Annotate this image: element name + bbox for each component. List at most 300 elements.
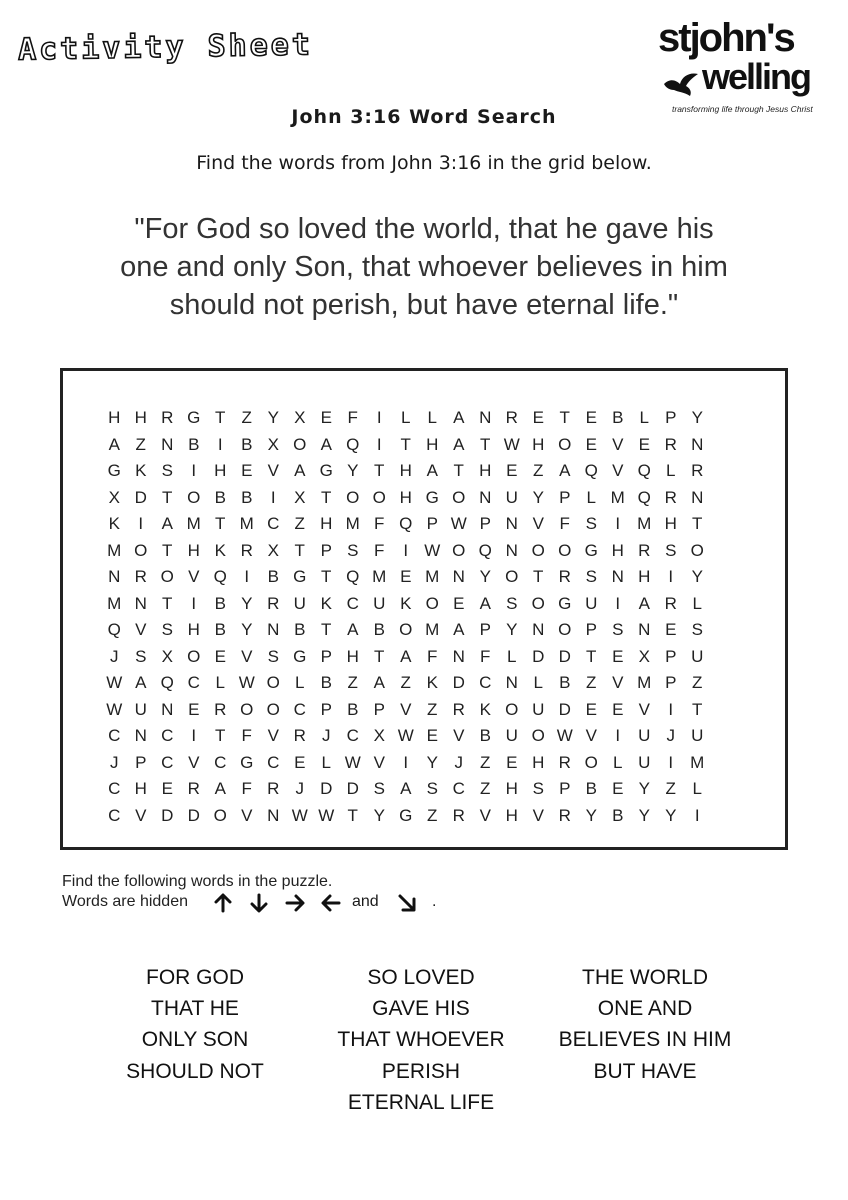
- grid-letter: T: [294, 540, 305, 560]
- grid-letter: D: [187, 805, 200, 825]
- grid-letter: F: [374, 514, 385, 533]
- grid-letter: L: [586, 487, 596, 507]
- grid-letter: K: [479, 699, 491, 719]
- grid-letter: L: [692, 593, 702, 613]
- grid-letter: Z: [480, 779, 491, 798]
- grid-letter: M: [186, 514, 201, 533]
- grid-letter: O: [160, 567, 174, 586]
- grid-letter: V: [585, 726, 597, 745]
- grid-letter: W: [450, 514, 467, 533]
- grid-letter: S: [612, 620, 624, 639]
- grid-letter: L: [215, 673, 225, 692]
- word-to-find: THE WORLD: [582, 966, 708, 989]
- grid-letter: T: [321, 487, 332, 507]
- grid-letter: E: [638, 434, 650, 454]
- verse-text: [60, 210, 788, 324]
- grid-letter: S: [373, 779, 385, 798]
- grid-letter: B: [214, 593, 226, 613]
- grid-letter: E: [585, 434, 597, 454]
- hidden-line: Words are hidden: [62, 893, 188, 910]
- grid-letter: N: [161, 699, 174, 719]
- grid-letter: E: [294, 752, 306, 772]
- grid-letter: R: [452, 699, 465, 719]
- grid-letter: O: [240, 699, 254, 719]
- grid-letter: O: [531, 726, 545, 745]
- grid-letter: T: [400, 434, 411, 454]
- grid-letter: Y: [426, 752, 438, 772]
- grid-letter: T: [480, 434, 491, 454]
- grid-letter: G: [584, 540, 598, 560]
- grid-letter: Y: [479, 567, 491, 586]
- grid-letter: N: [108, 567, 121, 586]
- grid-letter: C: [267, 752, 280, 772]
- grid-letter: B: [294, 620, 306, 639]
- grid-letter: J: [110, 752, 119, 772]
- grid-letter: R: [267, 593, 280, 613]
- grid-letter: T: [162, 593, 173, 613]
- grid-letter: R: [293, 726, 306, 745]
- grid-letter: A: [108, 434, 120, 454]
- grid-letter: H: [399, 487, 412, 507]
- grid-letter: A: [400, 779, 412, 798]
- grid-letter: W: [291, 805, 308, 825]
- grid-letter: X: [267, 434, 279, 454]
- grid-letter: J: [666, 726, 675, 745]
- grid-letter: A: [347, 620, 359, 639]
- grid-letter: E: [532, 408, 544, 427]
- grid-letter: H: [214, 461, 227, 480]
- grid-letter: Y: [373, 805, 385, 825]
- grid-letter: Y: [347, 461, 359, 480]
- grid-letter: N: [161, 434, 174, 454]
- grid-letter: M: [425, 620, 440, 639]
- grid-letter: N: [267, 805, 280, 825]
- grid-letter: Y: [585, 805, 597, 825]
- grid-letter: V: [373, 752, 385, 772]
- grid-letter: E: [426, 726, 438, 745]
- grid-letter: H: [187, 620, 200, 639]
- church-logo: [658, 16, 830, 114]
- grid-letter: P: [479, 514, 491, 533]
- grid-letter: Y: [267, 408, 279, 427]
- grid-letter: P: [426, 514, 438, 533]
- grid-letter: I: [403, 540, 409, 560]
- grid-letter: I: [270, 487, 276, 507]
- grid-letter: D: [452, 673, 465, 692]
- grid-letter: Q: [107, 620, 121, 639]
- grid-letter: D: [320, 779, 333, 798]
- grid-letter: D: [558, 646, 571, 666]
- grid-letter: O: [346, 487, 360, 507]
- grid-letter: S: [161, 461, 173, 480]
- grid-letter: Z: [665, 779, 676, 798]
- grid-letter: H: [505, 805, 518, 825]
- grid-letter: Y: [665, 805, 677, 825]
- grid-letter: H: [638, 567, 651, 586]
- grid-letter: Q: [399, 514, 413, 533]
- grid-letter: P: [585, 620, 597, 639]
- grid-letter: E: [320, 408, 332, 427]
- grid-letter: O: [531, 593, 545, 613]
- grid-letter: C: [108, 779, 121, 798]
- grid-letter: M: [425, 567, 440, 586]
- arrow-left-icon: [320, 892, 342, 914]
- grid-letter: W: [503, 434, 520, 454]
- grid-letter: R: [558, 752, 571, 772]
- grid-letter: H: [320, 514, 333, 533]
- grid-letter: A: [453, 408, 465, 427]
- grid-letter: W: [344, 752, 361, 772]
- grid-letter: T: [559, 408, 570, 427]
- grid-letter: B: [320, 673, 332, 692]
- logo-tagline: transforming life through Jesus Christ: [672, 104, 813, 114]
- grid-letter: L: [321, 752, 331, 772]
- grid-letter: L: [666, 461, 676, 480]
- grid-letter: A: [559, 461, 571, 480]
- grid-letter: N: [505, 514, 518, 533]
- grid-letter: S: [506, 593, 518, 613]
- grid-letter: Q: [346, 434, 360, 454]
- grid-letter: M: [345, 514, 360, 533]
- grid-letter: O: [531, 540, 545, 560]
- grid-letter: V: [532, 805, 544, 825]
- grid-letter: I: [668, 699, 674, 719]
- grid-letter: Z: [427, 805, 438, 825]
- grid-letter: T: [374, 461, 385, 480]
- grid-letter: N: [479, 408, 492, 427]
- grid-letter: Y: [506, 620, 518, 639]
- grid-letter: C: [108, 726, 121, 745]
- grid-letter: T: [215, 726, 226, 745]
- grid-letter: K: [320, 593, 332, 613]
- grid-letter: O: [187, 487, 201, 507]
- word-search-box: [60, 368, 788, 850]
- grid-letter: V: [135, 805, 147, 825]
- grid-letter: E: [506, 461, 518, 480]
- grid-letter: I: [138, 514, 144, 533]
- grid-letter: J: [322, 726, 331, 745]
- grid-letter: P: [320, 699, 332, 719]
- grid-letter: Z: [294, 514, 305, 533]
- grid-letter: J: [454, 752, 463, 772]
- grid-letter: Y: [532, 487, 544, 507]
- grid-letter: W: [397, 726, 414, 745]
- grid-letter: B: [214, 487, 226, 507]
- grid-letter: R: [691, 461, 704, 480]
- grid-letter: S: [426, 779, 438, 798]
- grid-letter: P: [665, 408, 677, 427]
- grid-letter: T: [162, 487, 173, 507]
- grid-letter: M: [690, 752, 705, 772]
- grid-letter: D: [161, 805, 174, 825]
- grid-letter: E: [612, 646, 624, 666]
- grid-letter: B: [214, 620, 226, 639]
- grid-letter: T: [321, 567, 332, 586]
- grid-letter: I: [191, 461, 197, 480]
- grid-letter: K: [400, 593, 412, 613]
- grid-letter: B: [373, 620, 385, 639]
- grid-letter: U: [505, 487, 518, 507]
- grid-letter: K: [214, 540, 226, 560]
- grid-letter: O: [213, 805, 227, 825]
- grid-letter: S: [161, 620, 173, 639]
- grid-letter: L: [295, 673, 305, 692]
- grid-letter: R: [664, 434, 677, 454]
- grid-letter: V: [400, 699, 412, 719]
- grid-letter: H: [479, 461, 492, 480]
- arrow-up-icon: [212, 892, 234, 914]
- verse-line: one and only Son, that whoever believes in him: [120, 251, 728, 283]
- word-search-title: John 3:16 Word Search: [291, 106, 557, 128]
- grid-letter: R: [452, 805, 465, 825]
- grid-letter: O: [505, 567, 519, 586]
- word-to-find: THAT WHOEVER: [337, 1028, 505, 1052]
- grid-letter: B: [479, 726, 491, 745]
- grid-letter: M: [239, 514, 254, 533]
- grid-letter: E: [665, 620, 677, 639]
- grid-letter: T: [162, 540, 173, 560]
- grid-letter: U: [638, 726, 651, 745]
- grid-letter: V: [188, 752, 200, 772]
- word-to-find: ETERNAL LIFE: [347, 1090, 495, 1114]
- grid-letter: C: [187, 673, 200, 692]
- grid-letter: E: [241, 461, 253, 480]
- grid-letter: G: [425, 487, 439, 507]
- grid-letter: R: [664, 593, 677, 613]
- grid-letter: V: [612, 461, 624, 480]
- grid-letter: O: [134, 540, 148, 560]
- grid-letter: Y: [241, 620, 253, 639]
- grid-letter: I: [376, 408, 382, 427]
- grid-letter: N: [452, 646, 465, 666]
- grid-letter: Z: [400, 673, 411, 692]
- arrow-down-icon: [248, 892, 270, 914]
- grid-letter: T: [692, 514, 703, 533]
- grid-letter: A: [320, 434, 332, 454]
- grid-letter: F: [241, 726, 252, 745]
- word-to-find: FOR GOD: [146, 966, 244, 989]
- grid-letter: H: [532, 434, 545, 454]
- grid-letter: S: [347, 540, 359, 560]
- grid-letter: N: [134, 593, 147, 613]
- grid-letter: H: [664, 514, 677, 533]
- grid-letter: N: [611, 567, 624, 586]
- grid-letter: F: [480, 646, 491, 666]
- grid-letter: V: [612, 673, 624, 692]
- grid-letter: I: [615, 514, 621, 533]
- grid-letter: Q: [160, 673, 174, 692]
- grid-letter: G: [293, 567, 307, 586]
- grid-letter: A: [161, 514, 173, 533]
- grid-letter: O: [399, 620, 413, 639]
- grid-letter: C: [161, 752, 174, 772]
- grid-letter: L: [427, 408, 437, 427]
- grid-letter: N: [134, 726, 147, 745]
- grid-letter: I: [403, 752, 409, 772]
- grid-letter: N: [691, 434, 704, 454]
- grid-letter: R: [161, 408, 174, 427]
- grid-letter: Q: [584, 461, 598, 480]
- grid-letter: H: [346, 646, 359, 666]
- grid-letter: X: [161, 646, 173, 666]
- grid-letter: E: [400, 567, 412, 586]
- grid-letter: A: [426, 461, 438, 480]
- grid-letter: G: [558, 593, 572, 613]
- grid-letter: G: [107, 461, 121, 480]
- grid-letter: I: [668, 567, 674, 586]
- grid-letter: R: [505, 408, 518, 427]
- grid-letter: P: [665, 646, 677, 666]
- grid-letter: Y: [638, 805, 650, 825]
- grid-letter: A: [453, 434, 465, 454]
- grid-letter: Z: [427, 699, 438, 719]
- grid-letter: V: [267, 726, 279, 745]
- word-column: [306, 962, 536, 1118]
- grid-letter: P: [665, 673, 677, 692]
- grid-letter: N: [452, 567, 465, 586]
- grid-letter: U: [532, 699, 545, 719]
- grid-letter: E: [453, 593, 465, 613]
- instruction-text: Find the words from John 3:16 in the grid below.: [196, 152, 652, 174]
- grid-letter: B: [612, 408, 624, 427]
- grid-letter: G: [319, 461, 333, 480]
- grid-letter: T: [586, 646, 597, 666]
- grid-letter: H: [532, 752, 545, 772]
- grid-letter: I: [191, 593, 197, 613]
- and-text: and: [352, 893, 379, 910]
- grid-letter: C: [267, 514, 280, 533]
- grid-letter: K: [135, 461, 147, 480]
- dove-icon: [662, 70, 702, 100]
- grid-letter: S: [532, 779, 544, 798]
- grid-letter: O: [372, 487, 386, 507]
- grid-letter: E: [161, 779, 173, 798]
- grid-letter: D: [134, 487, 147, 507]
- grid-letter: B: [267, 567, 279, 586]
- grid-letter: M: [107, 540, 122, 560]
- grid-letter: Z: [347, 673, 358, 692]
- grid-letter: M: [372, 567, 387, 586]
- grid-letter: O: [425, 593, 439, 613]
- word-to-find: THAT HE: [151, 997, 239, 1021]
- grid-letter: X: [294, 487, 306, 507]
- grid-letter: W: [106, 673, 123, 692]
- grid-letter: D: [532, 646, 545, 666]
- grid-letter: B: [241, 434, 253, 454]
- grid-letter: T: [215, 514, 226, 533]
- grid-letter: E: [214, 646, 226, 666]
- grid-letter: B: [612, 805, 624, 825]
- grid-letter: A: [638, 593, 650, 613]
- grid-letter: U: [691, 646, 704, 666]
- grid-letter: X: [638, 646, 650, 666]
- sheet-title: Activity Sheet: [17, 27, 314, 68]
- grid-letter: V: [267, 461, 279, 480]
- grid-letter: O: [690, 540, 704, 560]
- grid-letter: Y: [691, 567, 703, 586]
- grid-letter: I: [376, 434, 382, 454]
- grid-letter: Y: [241, 593, 253, 613]
- word-column: [530, 962, 760, 1087]
- grid-letter: V: [241, 805, 253, 825]
- grid-letter: M: [637, 673, 652, 692]
- grid-letter: M: [637, 514, 652, 533]
- word-to-find: BUT HAVE: [593, 1059, 697, 1083]
- grid-letter: R: [664, 487, 677, 507]
- grid-letter: M: [107, 593, 122, 613]
- grid-letter: P: [320, 540, 332, 560]
- grid-letter: Q: [213, 567, 227, 586]
- grid-letter: S: [691, 620, 703, 639]
- grid-letter: F: [427, 646, 438, 666]
- grid-letter: N: [479, 487, 492, 507]
- grid-letter: D: [346, 779, 359, 798]
- grid-letter: O: [584, 752, 598, 772]
- grid-letter: O: [266, 699, 280, 719]
- grid-letter: L: [639, 408, 649, 427]
- grid-letter: C: [346, 726, 359, 745]
- grid-letter: P: [373, 699, 385, 719]
- grid-letter: H: [426, 434, 439, 454]
- grid-letter: B: [585, 779, 597, 798]
- grid-letter: U: [373, 593, 386, 613]
- grid-letter: P: [559, 487, 571, 507]
- grid-letter: G: [187, 408, 201, 427]
- grid-letter: W: [106, 699, 123, 719]
- grid-letter: R: [134, 567, 147, 586]
- grid-letter: U: [134, 699, 147, 719]
- grid-letter: A: [400, 646, 412, 666]
- grid-letter: G: [293, 646, 307, 666]
- grid-letter: H: [611, 540, 624, 560]
- grid-letter: F: [347, 408, 358, 427]
- grid-letter: I: [191, 726, 197, 745]
- grid-letter: B: [241, 487, 253, 507]
- grid-letter: O: [452, 540, 466, 560]
- grid-letter: M: [610, 487, 625, 507]
- grid-letter: E: [585, 699, 597, 719]
- grid-letter: O: [266, 673, 280, 692]
- grid-letter: O: [187, 646, 201, 666]
- grid-letter: H: [505, 779, 518, 798]
- grid-letter: W: [424, 540, 441, 560]
- grid-letter: V: [479, 805, 491, 825]
- grid-letter: A: [373, 673, 385, 692]
- grid-letter: Q: [478, 540, 492, 560]
- word-to-find: SHOULD NOT: [126, 1059, 264, 1083]
- logo-top-text: stjohn's: [658, 16, 794, 60]
- grid-letter: L: [533, 673, 543, 692]
- grid-letter: I: [244, 567, 250, 586]
- grid-letter: O: [558, 540, 572, 560]
- grid-letter: U: [505, 726, 518, 745]
- word-to-find: GAVE HIS: [372, 997, 470, 1021]
- grid-letter: A: [294, 461, 306, 480]
- grid-letter: F: [241, 779, 252, 798]
- grid-letter: R: [558, 805, 571, 825]
- word-to-find: ONLY SON: [141, 1028, 249, 1052]
- grid-letter: U: [293, 593, 306, 613]
- grid-letter: A: [453, 620, 465, 639]
- grid-letter: W: [318, 805, 335, 825]
- grid-letter: P: [479, 620, 491, 639]
- grid-letter: Z: [586, 673, 597, 692]
- arrow-diagonal-down-right-icon: [396, 892, 418, 914]
- grid-letter: T: [215, 408, 226, 427]
- word-to-find: SO LOVED: [367, 966, 475, 989]
- verse-line: "For God so loved the world, that he gave his: [134, 213, 714, 245]
- find-line: Find the following words in the puzzle.: [62, 873, 333, 890]
